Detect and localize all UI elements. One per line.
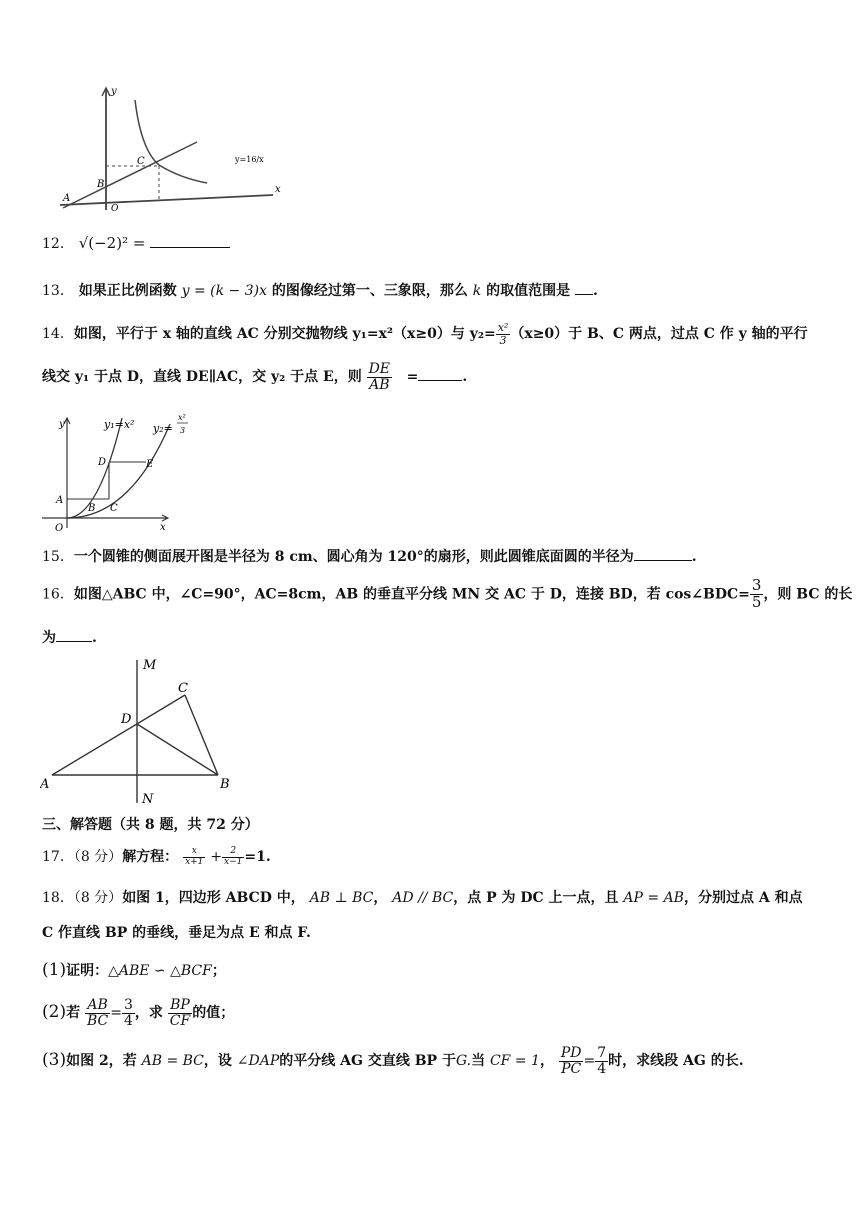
fraction-ab-over-bc: $\frac{AB}{BC}$: [86, 997, 109, 1029]
fraction-2-over-x-minus-1: $\frac{2}{x-1}$: [224, 846, 243, 867]
condition-equal: AB = BC: [141, 1053, 204, 1070]
curve-y2-numerator: x²: [178, 413, 186, 422]
y-axis-label: y: [59, 419, 65, 430]
points: （8 分）: [73, 849, 123, 865]
part-marker: (3): [42, 1050, 67, 1071]
period: .: [462, 369, 468, 386]
x-axis-label: x: [275, 184, 281, 195]
section-3-heading: 三、解答题（共 8 题，共 72 分）: [42, 817, 259, 833]
question-14-line-1: [42, 322, 808, 346]
variable-k: k: [472, 283, 482, 299]
point-m-label: M: [143, 658, 157, 673]
question-text: 如图 1，四边形 ABCD 中，: [122, 890, 305, 906]
question-text: 证明：: [66, 963, 109, 979]
condition-perpendicular: AB ⊥ BC: [309, 890, 374, 906]
question-text: ，则 BC 的长: [763, 586, 853, 603]
question-number: 17．: [42, 849, 74, 865]
question-text: ，设: [203, 1053, 232, 1070]
question-text: 时，求线段 AG 的长.: [608, 1053, 744, 1070]
fraction-3-over-4: $\frac{3}{4}$: [123, 997, 133, 1029]
point-d-label: D: [121, 712, 132, 727]
question-12: [42, 233, 230, 253]
question-number: 18．: [42, 890, 74, 906]
equals-sign: =: [110, 1005, 122, 1022]
point-d-label: D: [98, 457, 107, 468]
question-text: 如图△ABC 中，∠C=90°，AC=8cm，AB 的垂直平分线 MN 交 AC 于 D，连接 BD，若 cos∠BDC=: [73, 586, 750, 603]
question-18-part-3: [42, 1046, 744, 1076]
answer-blank[interactable]: [418, 366, 462, 381]
function-expression: y = (k − 3)x: [181, 283, 267, 299]
angle-dap: ∠DAP: [236, 1053, 280, 1070]
question-16-line-2: [42, 627, 97, 647]
curve-y1-label: y₁=x²: [104, 418, 135, 431]
radical-expression: √(−2)² =: [78, 234, 146, 252]
question-number: 14．: [42, 326, 74, 343]
punctuation: ；: [211, 963, 226, 979]
question-18-part-2: [42, 998, 234, 1028]
question-number: 16．: [42, 586, 74, 603]
question-number: 15．: [42, 549, 74, 565]
point-n-label: N: [142, 792, 154, 807]
answer-blank[interactable]: [634, 546, 692, 561]
equals-sign: =: [406, 369, 419, 386]
question-number: 13．: [42, 283, 74, 299]
point-c-label: C: [110, 503, 118, 514]
question-text: 的值；: [192, 1005, 235, 1022]
triangle-figure: [40, 655, 240, 810]
condition-parallel: AD // BC: [392, 890, 454, 906]
point-a-label: A: [63, 193, 71, 204]
fraction-3-over-5: $\frac{3}{5}$: [751, 576, 762, 611]
equation-rhs: =1.: [244, 849, 271, 865]
question-17: [42, 846, 271, 867]
fraction-x2-over-3: $\frac{\text{x²}}{3}$: [497, 321, 509, 347]
question-18-part-1: [42, 960, 226, 980]
point-b-label: B: [220, 777, 230, 792]
question-text: ，分别过点 A 和点: [683, 890, 803, 906]
part-marker: (2): [42, 1002, 67, 1023]
question-text: 一个圆锥的侧面展开图是半径为 8 cm、圆心角为 120°的扇形，则此圆锥底面圆的半径为: [73, 549, 634, 565]
question-text: ，点 P 为 DC 上一点，且: [453, 890, 619, 906]
condition-cf: CF = 1: [489, 1053, 540, 1070]
point-b-label: B: [88, 503, 96, 514]
fraction-de-over-ab: $\frac{DE}{AB}$: [368, 361, 391, 393]
question-13: [42, 280, 598, 300]
fraction-7-over-4: $\frac{7}{4}$: [597, 1045, 607, 1077]
question-text: 如图 2，若: [66, 1053, 137, 1070]
condition-equal: AP = AB: [623, 890, 684, 906]
similarity-expression: △ABE ∽ △BCF: [108, 963, 212, 979]
question-16-line-1: [42, 578, 852, 611]
points: （8 分）: [73, 890, 123, 906]
punctuation: ，: [539, 1053, 554, 1070]
hyperbola-figure: [55, 80, 300, 215]
period: .: [592, 283, 598, 299]
answer-blank[interactable]: [56, 627, 92, 642]
question-text: 若: [66, 1005, 81, 1022]
answer-blank[interactable]: [150, 233, 230, 248]
point-b-label: B: [97, 179, 105, 190]
point-a-label: A: [56, 495, 64, 506]
parabola-figure: [40, 410, 190, 535]
period: .: [92, 630, 97, 646]
fraction-bp-over-cf: $\frac{BP}{CF}$: [169, 997, 191, 1029]
point-c-label: C: [137, 156, 145, 167]
question-text: 的图像经过第一、三象限，那么: [271, 283, 468, 299]
part-marker: (1): [42, 960, 67, 980]
question-text: 线交 y₁ 于点 D，直线 DE∥AC，交 y₂ 于点 E，则: [42, 369, 362, 386]
origin-label: O: [55, 523, 64, 534]
question-text: 如图，平行于 x 轴的直线 AC 分别交抛物线 y₁=x²（x≥0）与 y₂=: [73, 326, 496, 343]
point-g: G.: [455, 1053, 472, 1070]
question-text: 为: [42, 630, 56, 646]
question-text: 的平分线 AG 交直线 BP 于: [279, 1053, 456, 1070]
question-18-line-2: C 作直线 BP 的垂线，垂足为点 E 和点 F.: [42, 925, 311, 941]
question-text: 解方程：: [122, 849, 179, 865]
question-14-line-2: [42, 362, 467, 392]
curve-y2-label: y₂=: [153, 422, 173, 435]
question-text: 的取值范围是: [486, 283, 571, 299]
function-label: y=16/x: [235, 155, 264, 164]
point-e-label: E: [146, 459, 154, 470]
y-axis-label: y: [111, 86, 117, 97]
point-a-label: A: [40, 777, 50, 792]
origin-label: O: [111, 204, 119, 214]
question-text: 如果正比例函数: [78, 283, 177, 299]
point-c-label: C: [178, 681, 188, 696]
period: .: [691, 549, 697, 565]
fraction-pd-over-pc: $\frac{PD}{PC}$: [560, 1045, 582, 1077]
plus-sign: +: [210, 849, 223, 865]
answer-blank[interactable]: [575, 280, 593, 295]
question-15: [42, 546, 697, 566]
question-text: 当: [471, 1053, 486, 1070]
curve-y2-denominator: 3: [180, 426, 186, 435]
question-text: ，求: [134, 1005, 163, 1022]
question-18-line-1: 18．（8 分）如图 1，四边形 ABCD 中， AB ⊥ BC， AD // BC，点 P 为 DC 上一点，且 AP = AB，分别过点 A 和点: [42, 890, 803, 906]
fraction-x-over-x-plus-1: $\frac{x}{x+1}$: [185, 846, 204, 867]
question-text: （x≥0）于 B、C 两点，过点 C 作 y 轴的平行: [510, 326, 808, 343]
equals-sign: =: [583, 1053, 596, 1070]
question-number: 12．: [42, 236, 74, 252]
x-axis-label: x: [160, 522, 166, 533]
